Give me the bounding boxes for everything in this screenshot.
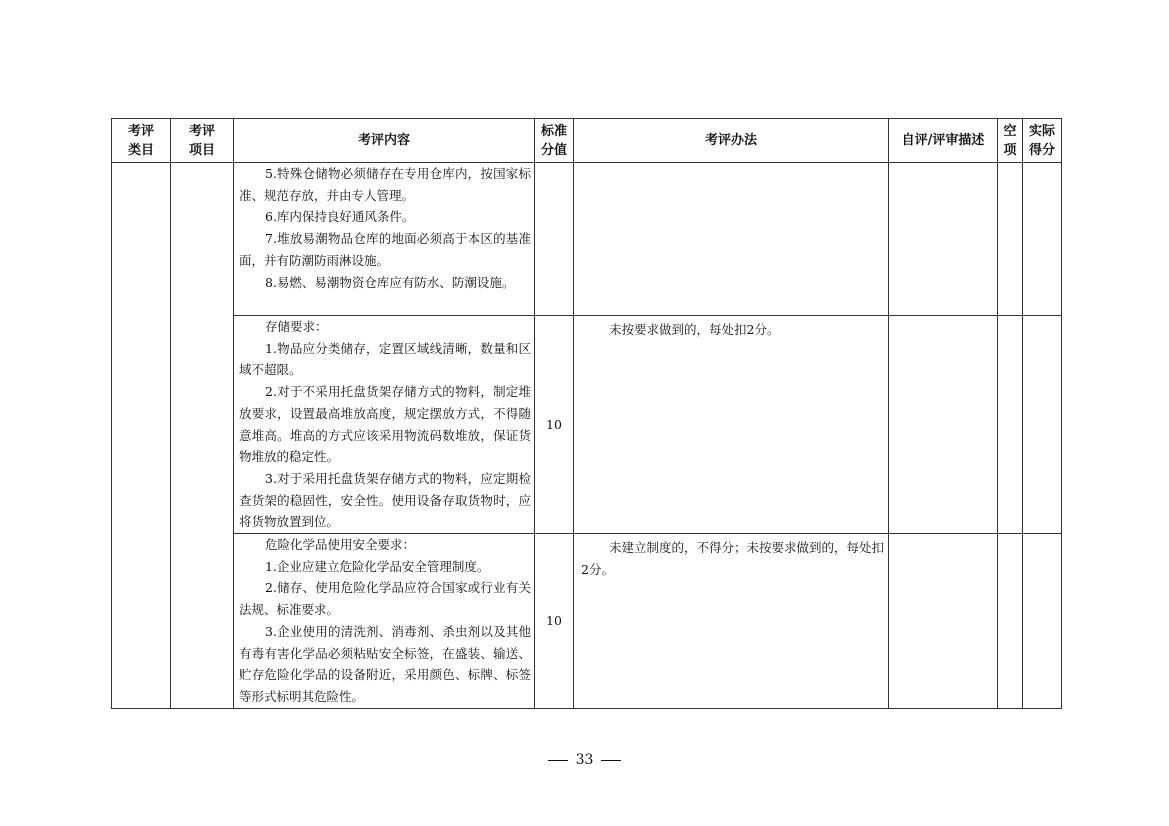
evaluation-table (111, 118, 1062, 709)
self-review-cell (889, 316, 998, 534)
self-review-cell (889, 534, 998, 709)
table-row (112, 163, 1062, 316)
actual-score-cell (1023, 163, 1062, 316)
content-line: 3.对于采用托盘货架存储方式的物料，应定期检查货架的稳固性，安全性。使用设备存取货物时，应将货物放置到位。 (239, 470, 531, 530)
method-cell (574, 163, 889, 316)
score-cell (535, 163, 574, 316)
table-row (112, 534, 1062, 709)
content-line: 1.物品应分类储存，定置区域线清晰，数量和区域不超限。 (239, 340, 531, 378)
header-empty-item: 空 项 (998, 119, 1023, 163)
self-review-cell (889, 163, 998, 316)
page-number: 33 (575, 752, 594, 768)
header-self-review: 自评/评审描述 (889, 119, 998, 163)
empty-item-cell (998, 316, 1023, 534)
footer-dash-right (601, 760, 621, 761)
header-score: 标准 分值 (535, 119, 574, 163)
footer-dash-left (548, 760, 568, 761)
content-line: 1.企业应建立危险化学品安全管理制度。 (265, 558, 490, 574)
table-row (112, 316, 1062, 534)
content-line: 8.易燃、易潮物资仓库应有防水、防潮设施。 (265, 274, 515, 290)
method-cell: 未按要求做到的，每处扣2分。 (574, 316, 889, 534)
content-line: 2.对于不采用托盘货架存储方式的物料，制定堆放要求，设置最高堆放高度，规定摆放方式，不得随意堆高。堆高的方式应该采用物流码数堆放，保证货物堆放的稳定性。 (239, 384, 531, 465)
item-cell (171, 163, 234, 709)
content-line: 5.特殊仓储物必须储存在专用仓库内，按国家标准、规范存放，并由专人管理。 (239, 166, 531, 203)
actual-score-cell (1023, 534, 1062, 709)
header-method: 考评办法 (574, 119, 889, 163)
content-line: 7.堆放易潮物品仓库的地面必须高于本区的基准面，并有防潮防雨淋设施。 (239, 231, 531, 268)
header-actual-score: 实际 得分 (1023, 119, 1062, 163)
category-cell (112, 163, 171, 709)
header-content: 考评内容 (234, 119, 535, 163)
content-cell (234, 534, 535, 709)
content-cell (234, 163, 535, 316)
actual-score-cell (1023, 316, 1062, 534)
header-item: 考评 项目 (171, 119, 234, 163)
header-category: 考评 类目 (112, 119, 171, 163)
content-line: 危险化学品使用安全要求： (265, 537, 416, 553)
page-footer (0, 752, 1169, 768)
content-line: 存储要求： (265, 319, 328, 334)
content-cell (234, 316, 535, 534)
score-cell: 10 (535, 316, 574, 534)
empty-item-cell (998, 534, 1023, 709)
content-line: 2.储存、使用危险化学品应符合国家或行业有关法规、标准要求。 (239, 580, 531, 618)
content-line: 6.库内保持良好通风条件。 (265, 209, 415, 225)
empty-item-cell (998, 163, 1023, 316)
method-cell: 未建立制度的，不得分；未按要求做到的，每处扣2分。 (574, 534, 889, 709)
header-row (112, 119, 1062, 163)
content-line: 3.企业使用的清洗剂、消毒剂、杀虫剂以及其他有毒有害化学品必须粘贴安全标签，在盛装、输送、贮存危险化学品的设备附近，采用颜色、标牌、标签等形式标明其危险性。 (239, 623, 531, 704)
score-cell: 10 (535, 534, 574, 709)
